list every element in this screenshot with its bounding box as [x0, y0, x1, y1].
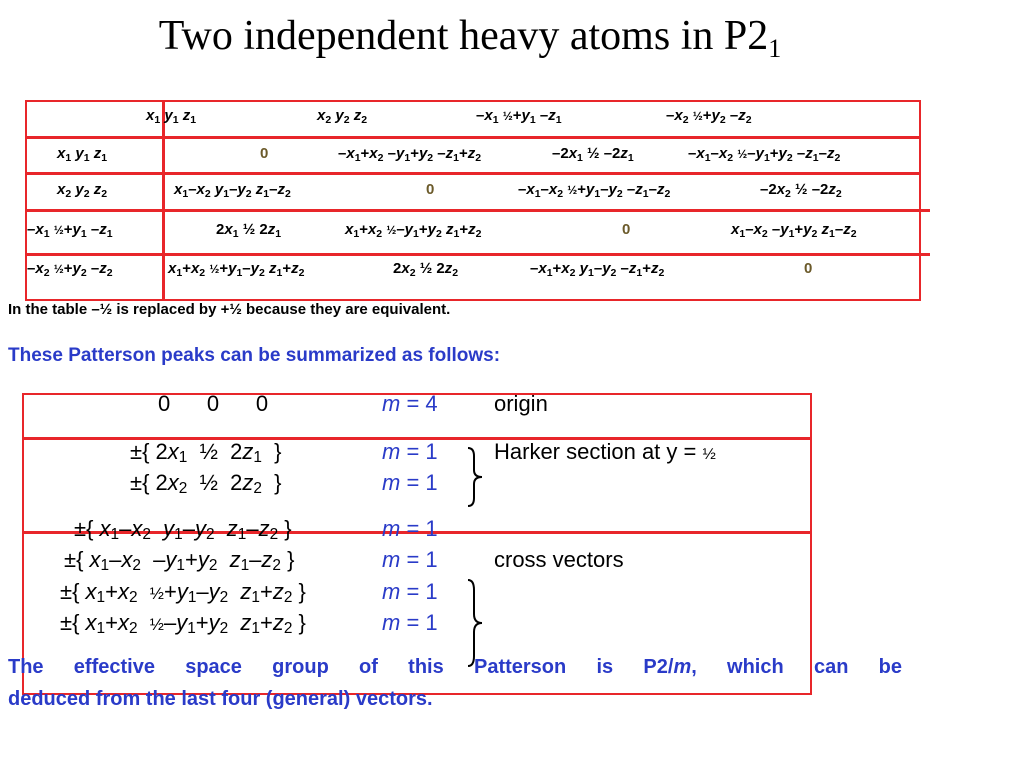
cross-brace-icon [464, 578, 490, 668]
multiplicity-label: m = 4 [382, 391, 438, 416]
table-cell: $x_1+x_2$ $\frac{1}{2}-y_1+y_2$ $z_1+z_2$ [345, 221, 482, 240]
table-row-divider [25, 209, 930, 212]
table-cell: $x_1+x_2$ $\frac{1}{2}+y_1-y_2$ $z_1+z_2$ [168, 260, 305, 279]
table-header-cell: $x_2$ $y_2$ $z_2$ [317, 107, 368, 126]
multiplicity-label: m = 1 [382, 579, 438, 604]
cross-vector: ±{ $x_1+x_2$ $\frac{1}{2}-y_1+y_2$ $z_1+z_2$ } [60, 610, 306, 637]
multiplicity-label: m = 1 [382, 439, 438, 464]
harker-vector: ±{ $2x_2$ ½ $2z_2$ } [130, 470, 282, 497]
origin-label: origin [494, 391, 548, 416]
table-cell: $-x_1-x_2$ $\frac{1}{2}+y_1-y_2$ $-z_1-z_2$ [518, 181, 671, 200]
origin-vector: 0 0 0 [158, 391, 269, 416]
table-row-label: $-x_2$ $\frac{1}{2}+y_2$ $-z_2$ [27, 260, 113, 279]
page-title: Two independent heavy atoms in $P2_1$ [158, 13, 782, 63]
table-row-divider [25, 253, 930, 256]
table-cell: $2x_1$ ½ $2z_1$ [216, 221, 282, 240]
multiplicity-label: m = 1 [382, 547, 438, 572]
cross-vector: ±{ $x_1-x_2$ $y_1-y_2$ $z_1-z_2$ } [74, 516, 292, 543]
harker-vector: ±{ $2x_1$ ½ $2z_1$ } [130, 439, 282, 466]
table-row-divider [25, 136, 921, 139]
table-header-cell: $-x_2$ $\frac{1}{2}+y_2$ $-z_2$ [666, 107, 752, 126]
table-cell: $-x_1+x_2$ $-y_1+y_2$ $-z_1+z_2$ [338, 145, 482, 164]
table-cell: $-2x_1$ ½ $-2z_1$ [552, 145, 634, 164]
table-note: In the table –½ is replaced by +½ because they are equivalent. [8, 301, 451, 318]
table-cell: 0 [622, 221, 631, 238]
patterson-table-frame [25, 100, 921, 301]
harker-brace-icon [464, 446, 490, 508]
multiplicity-label: m = 1 [382, 470, 438, 495]
multiplicity-label: m = 1 [382, 516, 438, 541]
table-row-divider [25, 172, 921, 175]
table-column-divider [162, 100, 165, 301]
table-row-label: $-x_1$ $\frac{1}{2}+y_1$ $-z_1$ [27, 221, 113, 240]
table-cell: $-x_1-x_2$ $\frac{1}{2}-y_1+y_2$ $-z_1-z_2$ [688, 145, 841, 164]
table-cell: 0 [260, 145, 269, 162]
cross-vector: ±{ $x_1+x_2$ $\frac{1}{2}+y_1-y_2$ $z_1+z_2$ } [60, 579, 306, 606]
cross-vectors-label: cross vectors [494, 547, 624, 572]
table-cell: $-2x_2$ ½ $-2z_2$ [760, 181, 842, 200]
table-row-label: $x_2$ $y_2$ $z_2$ [57, 181, 108, 200]
conclusion-line-1: The effective space group of this Patterson is P2/m, which can be [8, 656, 903, 678]
table-cell: 0 [804, 260, 813, 277]
conclusion-line-2: deduced from the last four (general) vectors. [8, 688, 433, 710]
table-cell: $x_1-x_2$ $-y_1+y_2$ $z_1-z_2$ [731, 221, 857, 240]
table-cell: 0 [426, 181, 435, 198]
harker-section-label: Harker section at y = ½ [494, 439, 716, 464]
table-cell: $-x_1+x_2$ $y_1-y_2$ $-z_1+z_2$ [530, 260, 665, 279]
table-header-cell: $-x_1$ $\frac{1}{2}+y_1$ $-z_1$ [476, 107, 562, 126]
table-cell: $2x_2$ ½ $2z_2$ [393, 260, 459, 279]
cross-vector: ±{ $x_1-x_2$ $-y_1+y_2$ $z_1-z_2$ } [64, 547, 295, 574]
summary-heading: These Patterson peaks can be summarized as follows: [8, 345, 501, 366]
multiplicity-label: m = 1 [382, 610, 438, 635]
table-cell: $x_1-x_2$ $y_1-y_2$ $z_1-z_2$ [174, 181, 291, 200]
table-row-label: $x_1$ $y_1$ $z_1$ [57, 145, 108, 164]
table-header-cell: $x_1$ $y_1$ $z_1$ [146, 107, 197, 126]
